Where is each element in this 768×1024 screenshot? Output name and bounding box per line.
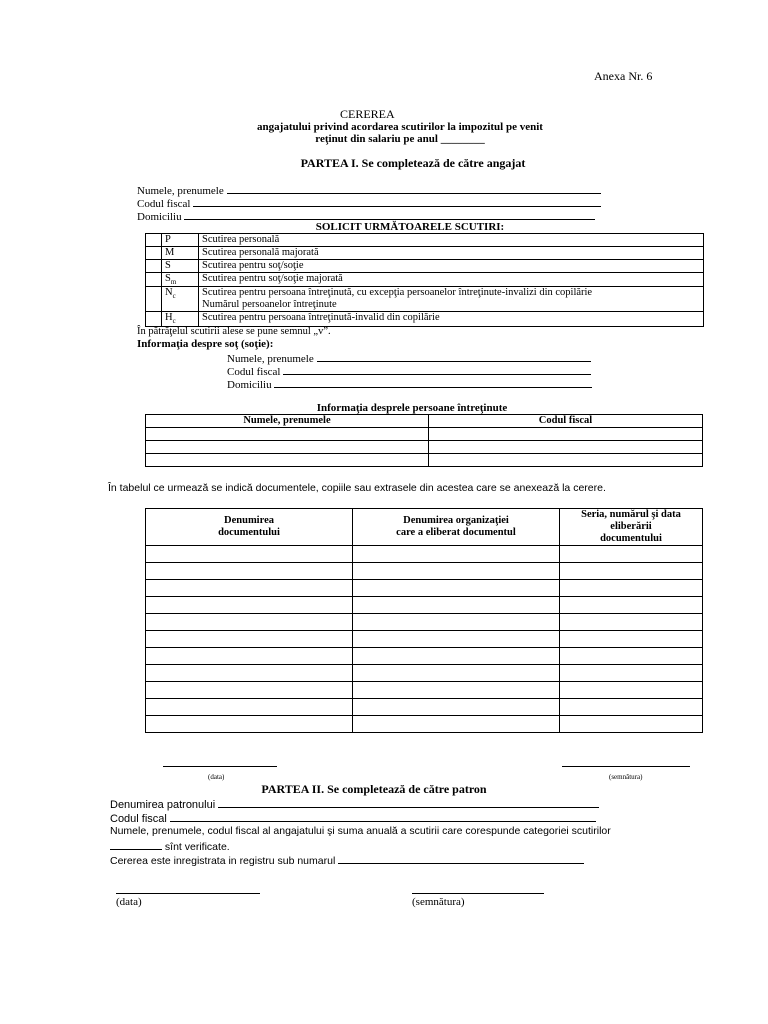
documents-column-header-line: Seria, numărul şi data bbox=[581, 509, 681, 520]
exemption-row bbox=[146, 273, 704, 287]
document-cell[interactable] bbox=[560, 563, 703, 580]
annex-number: Anexa Nr. 6 bbox=[594, 69, 653, 83]
documents-column-header-line: Denumirea bbox=[224, 515, 274, 527]
register-label: Cererea este inregistrata in registru sub numarul bbox=[110, 855, 336, 867]
part2-heading: PARTEA II. Se completează de către patron bbox=[261, 782, 487, 796]
document-row bbox=[146, 665, 703, 682]
document-cell[interactable] bbox=[353, 563, 560, 580]
fiscal-code-line[interactable] bbox=[193, 196, 601, 207]
document-cell[interactable] bbox=[146, 682, 353, 699]
document-cell[interactable] bbox=[146, 546, 353, 563]
exemption-checkbox[interactable] bbox=[146, 234, 162, 247]
exemption-code-subscript: c bbox=[172, 317, 176, 326]
documents-note: În tabelul ce urmează se indică documentele, copiile sau extrasele din acestea care se anexează la cerere. bbox=[108, 482, 606, 494]
exemption-row bbox=[146, 260, 704, 273]
exemption-description-text: Scutirea pentru soţ/soţie majorată bbox=[202, 273, 343, 285]
summary-blank-line[interactable] bbox=[110, 839, 162, 850]
summary-line1: Numele, prenumele, codul fiscal al angajatului şi suma anuală a scutirii care corespunde categoriei scutirilor bbox=[110, 825, 611, 837]
spouse-name-label: Numele, prenumele bbox=[227, 353, 314, 365]
part2-date-line[interactable] bbox=[116, 893, 260, 894]
dependent-fiscal-cell[interactable] bbox=[429, 441, 703, 454]
documents-table bbox=[145, 508, 703, 733]
exemption-checkbox[interactable] bbox=[146, 312, 162, 326]
document-cell[interactable] bbox=[353, 716, 560, 733]
document-cell[interactable] bbox=[146, 563, 353, 580]
dependent-name-cell[interactable] bbox=[146, 428, 429, 441]
document-cell[interactable] bbox=[146, 716, 353, 733]
document-cell[interactable] bbox=[560, 597, 703, 614]
document-row bbox=[146, 563, 703, 580]
register-line[interactable] bbox=[338, 853, 584, 864]
document-row bbox=[146, 614, 703, 631]
document-cell[interactable] bbox=[146, 648, 353, 665]
exemption-description bbox=[199, 287, 704, 312]
document-cell[interactable] bbox=[146, 614, 353, 631]
exemption-checkbox[interactable] bbox=[146, 287, 162, 312]
dependent-row bbox=[146, 441, 703, 454]
exemption-code-letter: P bbox=[165, 234, 171, 245]
document-row bbox=[146, 648, 703, 665]
dependents-table bbox=[145, 414, 703, 467]
name-line[interactable] bbox=[227, 183, 601, 194]
spouse-heading: Informaţia despre soţ (soţie): bbox=[137, 338, 274, 350]
exemption-row bbox=[146, 312, 704, 326]
part1-signature-line[interactable] bbox=[562, 766, 690, 767]
document-row bbox=[146, 699, 703, 716]
exemption-description bbox=[199, 312, 704, 326]
documents-column-header-line: care a eliberat documentul bbox=[396, 527, 516, 539]
dependents-col-fiscal: Codul fiscal bbox=[429, 415, 703, 428]
document-row bbox=[146, 631, 703, 648]
exemption-description-text: Scutirea pentru persoana întreţinută, cu excepţia persoanelor întreţinute-invalizi din copilărie bbox=[202, 287, 593, 299]
name-label: Numele, prenumele bbox=[137, 185, 224, 197]
exemption-code-subscript: m bbox=[170, 278, 177, 287]
part1-date-caption: (data) bbox=[208, 773, 225, 781]
part1-signature-caption: (semnătura) bbox=[609, 773, 643, 781]
document-cell[interactable] bbox=[146, 631, 353, 648]
exemption-description-text: Scutirea personală bbox=[202, 234, 280, 245]
document-row bbox=[146, 682, 703, 699]
document-cell[interactable] bbox=[146, 699, 353, 716]
documents-column-header bbox=[560, 509, 703, 546]
documents-column-header-line: documentului bbox=[600, 533, 662, 545]
exemptions-table bbox=[145, 233, 704, 327]
document-subtitle-line2: reţinut din salariu pe anul ________ bbox=[315, 133, 485, 145]
exemption-checkbox[interactable] bbox=[146, 260, 162, 273]
exemption-code bbox=[162, 260, 199, 273]
document-cell[interactable] bbox=[560, 682, 703, 699]
exemption-code bbox=[162, 247, 199, 260]
exemption-description bbox=[199, 234, 704, 247]
employer-fiscal-line[interactable] bbox=[170, 811, 596, 822]
summary-line2-field[interactable] bbox=[110, 839, 230, 853]
exemption-checkbox[interactable] bbox=[146, 273, 162, 287]
documents-column-header bbox=[353, 509, 560, 546]
exemption-code bbox=[162, 312, 199, 326]
document-subtitle-line1: angajatului privind acordarea scutirilor la impozitul pe venit bbox=[257, 121, 543, 133]
spouse-fiscal-line[interactable] bbox=[283, 364, 591, 375]
document-row bbox=[146, 546, 703, 563]
employer-fiscal-field[interactable] bbox=[110, 811, 596, 826]
document-row bbox=[146, 580, 703, 597]
address-line[interactable] bbox=[184, 209, 595, 220]
exemption-description-text: Scutirea personală majorată bbox=[202, 247, 319, 259]
document-cell[interactable] bbox=[146, 580, 353, 597]
spouse-address-label: Domiciliu bbox=[227, 379, 272, 391]
part1-date-line[interactable] bbox=[163, 766, 277, 767]
dependents-heading: Informaţia desprele persoane întreţinute bbox=[316, 402, 508, 414]
document-cell[interactable] bbox=[560, 648, 703, 665]
document-cell[interactable] bbox=[560, 546, 703, 563]
mark-note: În pătrăţelul scutirii alese se pune semnul „v”. bbox=[137, 326, 331, 337]
exemption-code-letter: S bbox=[165, 273, 171, 285]
exemption-description bbox=[199, 260, 704, 273]
exemption-checkbox[interactable] bbox=[146, 247, 162, 260]
exemption-code-letter: M bbox=[165, 247, 175, 259]
documents-column-header bbox=[146, 509, 353, 546]
dependent-row bbox=[146, 454, 703, 467]
exemption-row bbox=[146, 287, 704, 312]
request-heading: SOLICIT URMĂTOARELE SCUTIRI: bbox=[315, 221, 505, 233]
document-cell[interactable] bbox=[353, 648, 560, 665]
employer-field[interactable] bbox=[110, 797, 599, 812]
part2-date-caption: (data) bbox=[116, 896, 142, 908]
part2-signature-line[interactable] bbox=[412, 893, 544, 894]
part1-heading: PARTEA I. Se completează de către angajat bbox=[300, 156, 526, 170]
document-row bbox=[146, 716, 703, 733]
document-row bbox=[146, 597, 703, 614]
exemption-code bbox=[162, 273, 199, 287]
document-cell[interactable] bbox=[353, 665, 560, 682]
employer-line[interactable] bbox=[218, 797, 599, 808]
document-cell[interactable] bbox=[353, 699, 560, 716]
exemption-code bbox=[162, 287, 199, 312]
document-cell[interactable] bbox=[146, 665, 353, 682]
exemption-description bbox=[199, 273, 704, 287]
exemption-description-text: Scutirea pentru soţ/soţie bbox=[202, 260, 304, 272]
document-cell[interactable] bbox=[560, 631, 703, 648]
exemption-code-subscript: c bbox=[172, 292, 176, 301]
dependent-name-cell[interactable] bbox=[146, 441, 429, 454]
dependent-name-cell[interactable] bbox=[146, 454, 429, 467]
document-cell[interactable] bbox=[353, 597, 560, 614]
dependent-row bbox=[146, 428, 703, 441]
spouse-address-field[interactable] bbox=[227, 377, 592, 392]
dependents-col-name: Numele, prenumele bbox=[146, 415, 429, 428]
document-cell[interactable] bbox=[353, 580, 560, 597]
document-cell[interactable] bbox=[560, 665, 703, 682]
exemption-description bbox=[199, 247, 704, 260]
document-cell[interactable] bbox=[560, 580, 703, 597]
document-title: CEREREA bbox=[340, 107, 395, 121]
document-cell[interactable] bbox=[353, 682, 560, 699]
exemption-description-text: Scutirea pentru persoana întreţinută-invalid din copilărie bbox=[202, 312, 440, 324]
documents-column-header-line: Denumirea organizaţiei bbox=[403, 515, 509, 527]
exemption-code-letter: N bbox=[165, 287, 173, 299]
address-label: Domiciliu bbox=[137, 211, 182, 223]
spouse-address-line[interactable] bbox=[274, 377, 592, 388]
exemption-description-extra: Numărul persoanelor întreţinute bbox=[202, 299, 337, 311]
employer-label: Denumirea patronului bbox=[110, 799, 216, 811]
part2-signature-caption: (semnătura) bbox=[412, 896, 465, 908]
documents-column-header-line: eliberării bbox=[610, 521, 652, 533]
document-cell[interactable] bbox=[146, 597, 353, 614]
fiscal-code-label: Codul fiscal bbox=[137, 198, 191, 210]
document-cell[interactable] bbox=[560, 716, 703, 733]
document-cell[interactable] bbox=[353, 546, 560, 563]
exemption-row bbox=[146, 247, 704, 260]
document-cell[interactable] bbox=[560, 699, 703, 716]
documents-column-header-line: documentului bbox=[218, 527, 280, 539]
exemption-code bbox=[162, 234, 199, 247]
document-cell[interactable] bbox=[353, 614, 560, 631]
document-cell[interactable] bbox=[353, 631, 560, 648]
summary-line2: sînt verificate. bbox=[164, 841, 230, 853]
dependent-fiscal-cell[interactable] bbox=[429, 428, 703, 441]
document-cell[interactable] bbox=[560, 614, 703, 631]
dependent-fiscal-cell[interactable] bbox=[429, 454, 703, 467]
exemption-code-letter: S bbox=[165, 260, 171, 272]
spouse-fiscal-label: Codul fiscal bbox=[227, 366, 281, 378]
register-field[interactable] bbox=[110, 853, 584, 867]
exemption-code-letter: H bbox=[165, 312, 173, 324]
spouse-name-line[interactable] bbox=[317, 351, 591, 362]
employer-fiscal-label: Codul fiscal bbox=[110, 813, 167, 825]
exemption-row bbox=[146, 234, 704, 247]
